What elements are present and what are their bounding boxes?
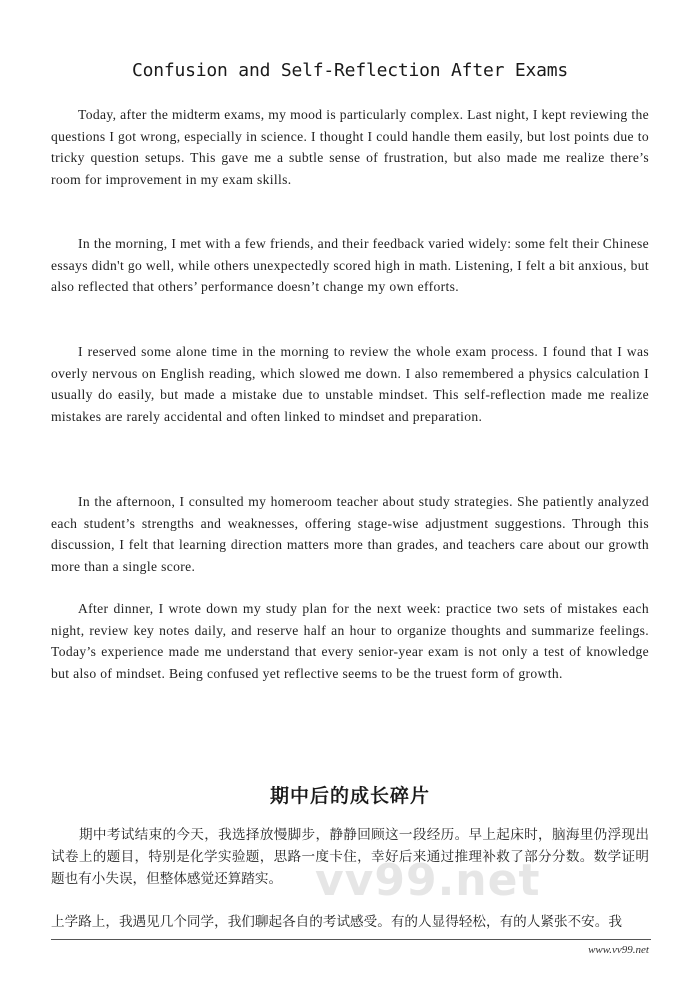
english-essay-title: Confusion and Self-Reflection After Exams <box>131 60 569 81</box>
english-paragraph-1: Today, after the midterm exams, my mood is particularly complex. Last night, I kept reviewing the questions I got wrong, especially in science. I thought I could handle them easily, but lost points due to tricky question setups. This gave me a subtle sense of frustration, but also made me realize there’s room for improvement in my exam skills. <box>51 107 649 187</box>
chinese-essay-title: 期中后的成长碎片 <box>269 785 430 807</box>
english-paragraph-5: After dinner, I wrote down my study plan for the next week: practice two sets of mistakes each night, review key notes daily, and reserve half an hour to organize thoughts and summarize feelings. Today’s experience made me understand that every senior-year exam is not only a test of knowledge but also of mindset. Being confused yet reflective seems to be the truest form of growth. <box>51 601 649 681</box>
chinese-paragraph-2: 上学路上，我遇见几个同学，我们聊起各自的考试感受。有的人显得轻松，有的人紧张不安。我 <box>51 914 622 930</box>
english-paragraph-3: I reserved some alone time in the morning to review the whole exam process. I found that I was overly nervous on English reading, which slowed me down. I also remembered a physics calculation I usually do easily, but made a mistake due to unstable mindset. This self-reflection made me realize mistakes are rarely accidental and often linked to mindset and preparation. <box>51 344 649 424</box>
footer-divider <box>51 939 651 940</box>
english-paragraph-4: In the afternoon, I consulted my homeroom teacher about study strategies. She patiently analyzed each student’s strengths and weaknesses, offering stage-wise adjustment suggestions. Through this discussion, I felt that learning direction matters more than grades, and teachers care about our growth more than a single score. <box>51 494 649 574</box>
watermark-logo: vv99.net <box>315 855 541 906</box>
footer-url: www.vv99.net <box>588 944 649 956</box>
chinese-paragraph-1: 期中考试结束的今天，我选择放慢脚步，静静回顾这一段经历。早上起床时，脑海里仍浮现出试卷上的题目，特别是化学实验题，思路一度卡住，幸好后来通过推理补救了部分分数。数学证明题也有小失误，但整体感觉还算踏实。 <box>51 827 649 887</box>
english-paragraph-2: In the morning, I met with a few friends, and their feedback varied widely: some felt their Chinese essays didn't go well, while others unexpectedly scored high in math. Listening, I felt a bit anxious, but also reflected that others’ performance doesn’t change my own efforts. <box>51 236 649 294</box>
